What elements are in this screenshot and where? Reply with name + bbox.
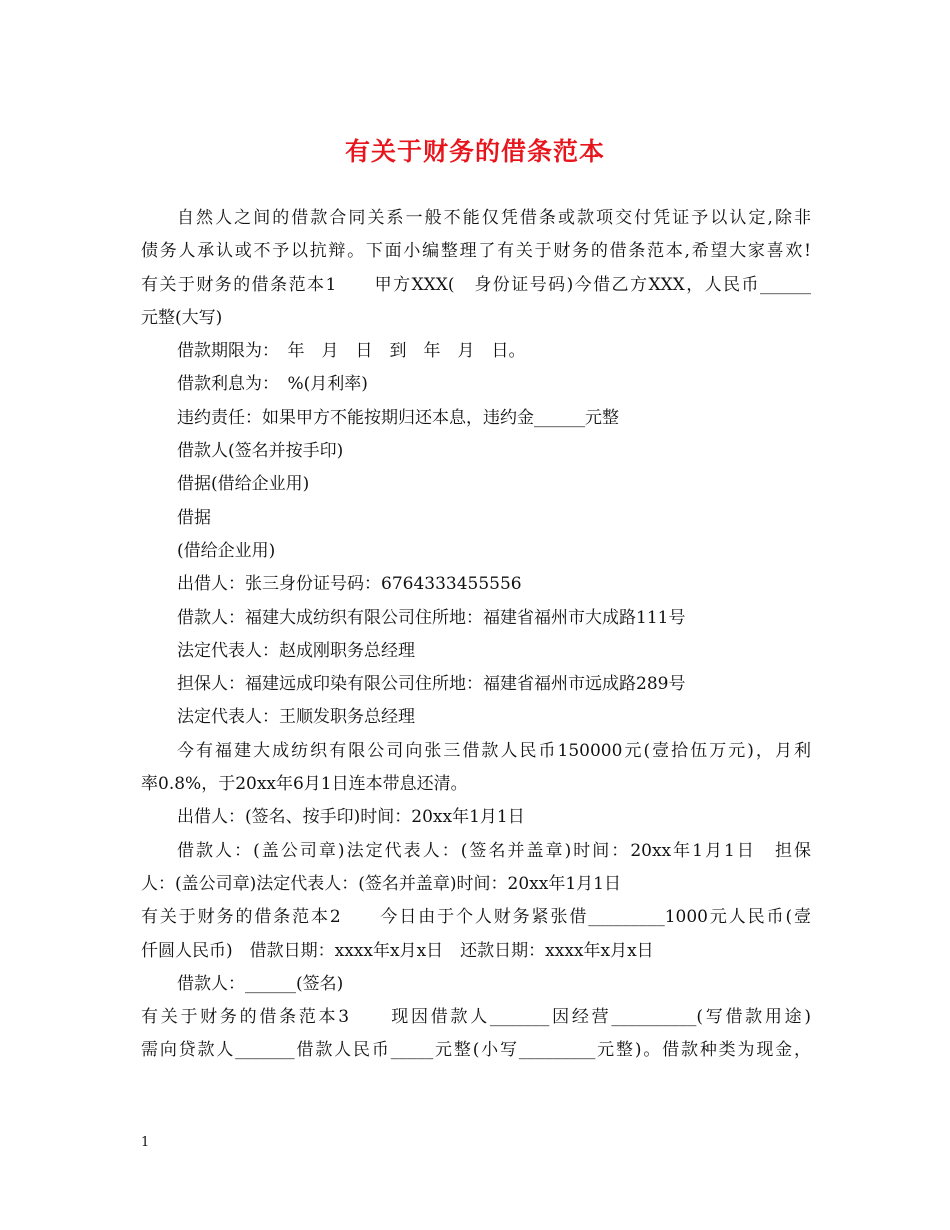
paragraph-line: 债务人承认或不予以抗辩。下面小编整理了有关于财务的借条范本,希望大家喜欢! [141, 241, 811, 262]
paragraph-line: 需向贷款人_______借款人民币_____元整(小写_________元整)。借款种类为现金， [141, 1040, 811, 1061]
document-body [141, 202, 811, 1068]
paragraph-line: 法定代表人：赵成刚职务总经理 [177, 640, 415, 661]
paragraph-line: 有关于财务的借条范本3 现因借款人_______因经营__________(写借款用途) [141, 1007, 811, 1028]
paragraph-line: 人：(盖公司章)法定代表人：(签名并盖章)时间：20xx年1月1日 [141, 873, 621, 894]
paragraph-line: 借款人：福建大成纺织有限公司住所地：福建省福州市大成路111号 [177, 607, 686, 628]
paragraph-line: 有关于财务的借条范本1 甲方XXX( 身份证号码)今借乙方XXX，人民币______ [141, 274, 811, 295]
paragraph-line: 仟圆人民币) 借款日期：xxxx年x月x日 还款日期：xxxx年x月x日 [141, 940, 654, 961]
paragraph-line: 借款利息为： %(月利率) [177, 374, 368, 395]
paragraph-line: 借款人：(盖公司章)法定代表人：(签名并盖章)时间：20xx年1月1日 担保 [177, 840, 811, 861]
paragraph-line: 有关于财务的借条范本2 今日由于个人财务紧张借_________1000元人民币(壹 [141, 907, 811, 928]
paragraph-line: 出借人：张三身份证号码：6764333455556 [177, 574, 522, 595]
paragraph-line: 元整(大写) [141, 307, 223, 328]
paragraph-line: 自然人之间的借款合同关系一般不能仅凭借条或款项交付凭证予以认定,除非 [177, 208, 811, 228]
paragraph-line: (借给企业用) [177, 540, 276, 561]
paragraph-line: 借据(借给企业用) [177, 474, 310, 495]
paragraph-line: 出借人：(签名、按手印)时间：20xx年1月1日 [177, 807, 525, 828]
paragraph-line: 借款人(签名并按手印) [177, 441, 344, 462]
document-title: 有关于财务的借条范本 [344, 137, 605, 166]
paragraph-line: 借据 [177, 507, 211, 528]
paragraph-line: 率0.8%，于20xx年6月1日连本带息还清。 [141, 774, 468, 795]
paragraph-line: 借款人：______(签名) [177, 973, 344, 994]
page-number: 1 [141, 1135, 150, 1150]
paragraph-line: 担保人：福建远成印染有限公司住所地：福建省福州市远成路289号 [177, 674, 686, 695]
paragraph-line: 今有福建大成纺织有限公司向张三借款人民币150000元(壹拾伍万元)，月利 [177, 740, 811, 761]
paragraph-line: 借款期限为： 年 月 日 到 年 月 日。 [177, 341, 526, 362]
paragraph-line: 违约责任：如果甲方不能按期归还本息，违约金______元整 [177, 407, 619, 428]
paragraph-line: 法定代表人：王顺发职务总经理 [177, 707, 415, 728]
